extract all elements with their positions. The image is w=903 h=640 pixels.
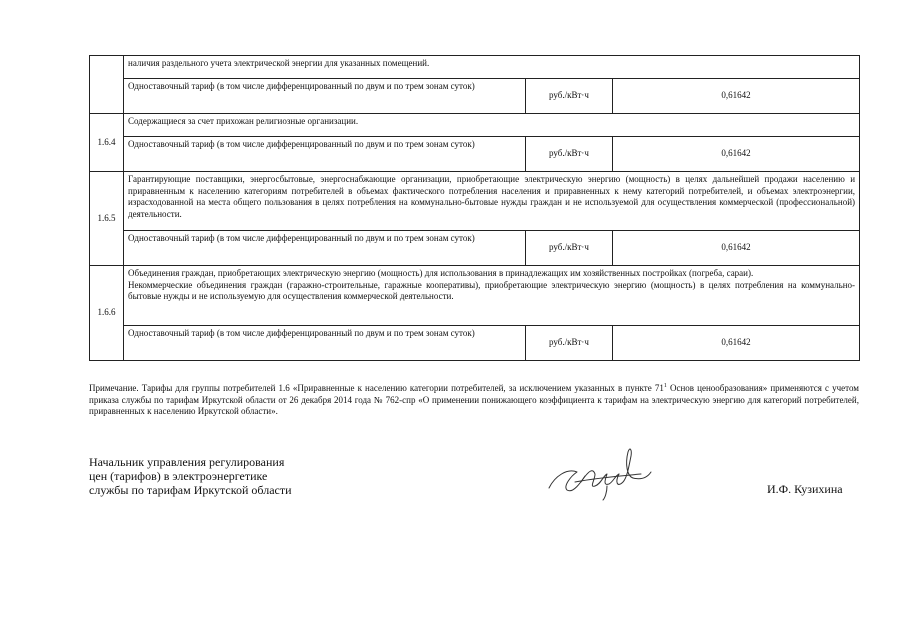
footnote-superscript: 1	[663, 383, 667, 389]
table-row	[90, 79, 860, 114]
tariff-label: Одноставочный тариф (в том числе дифференцированный по двум и по трем зонам суток)	[124, 231, 526, 266]
row-description-part: Объединения граждан, приобретающих электрическую энергию (мощность) для использования в принадлежащих им хозяйственных постройках (погреба, сараи).	[128, 268, 754, 278]
footnote-text: Примечание. Тарифы для группы потребителей 1.6 «Приравненные к населению категории потребителей, за исключением указанных в пункте 71	[89, 383, 664, 393]
tariff-label: Одноставочный тариф (в том числе дифференцированный по двум и по трем зонам суток)	[124, 326, 526, 361]
tariff-unit: руб./кВт·ч	[526, 137, 613, 172]
table-row	[90, 172, 860, 231]
signatory-title-line: Начальник управления регулирования	[89, 455, 285, 469]
row-description: Содержащиеся за счет прихожан религиозные организации.	[124, 114, 860, 137]
tariff-unit: руб./кВт·ч	[526, 231, 613, 266]
tariff-unit: руб./кВт·ч	[526, 79, 613, 114]
tariff-value: 0,61642	[613, 137, 860, 172]
row-number: 1.6.5	[90, 172, 124, 266]
table-row	[90, 266, 860, 326]
table-row	[90, 114, 860, 137]
table-row	[90, 56, 860, 79]
row-number: 1.6.4	[90, 114, 124, 172]
row-description: Гарантирующие поставщики, энергосбытовые, энергоснабжающие организации, приобретающие электрическую энергию (мощность) в целях дальнейшей продажи населению и приравненным к населению категориям потребителей в объемах фактического потребления населения и приравненных к нему категорий потребителей, и объемах электроэнергии, израсходованной на места общего пользования в целях потребления на коммунально-бытовые нужды граждан и не используемой для осуществления коммерческой (профессиональной) деятельности.	[124, 172, 860, 231]
tariff-table	[89, 55, 860, 361]
signatory-title-line: службы по тарифам Иркутской области	[89, 483, 292, 497]
footnote-text-rest: Основ ценообразования» применяются с учетом приказа службы по тарифам Иркутской области от 26 декабря 2014 года № 762-спр «О применении понижающего коэффициента к тарифам на электрическую энергию для категорий потребителей, приравненных к населению Иркутской области».	[89, 383, 859, 416]
row-number: 1.6.6	[90, 266, 124, 361]
signatory-title	[89, 455, 292, 497]
handwritten-signature	[545, 442, 655, 502]
row-number	[90, 56, 124, 114]
row-description	[124, 266, 860, 326]
table-row	[90, 137, 860, 172]
row-description-part: Некоммерческие объединения граждан (гаражно-строительные, гаражные кооперативы), приобретающие электрическую энергию (мощность) в целях потребления на коммунально-бытовые нужды и не используемую для осуществления коммерческой деятельности.	[128, 279, 856, 301]
table-row	[90, 326, 860, 361]
table-row	[90, 231, 860, 266]
tariff-label: Одноставочный тариф (в том числе дифференцированный по двум и по трем зонам суток)	[124, 137, 526, 172]
tariff-value: 0,61642	[613, 79, 860, 114]
footnote	[89, 381, 859, 418]
signatory-name: И.Ф. Кузихина	[767, 482, 843, 496]
tariff-value: 0,61642	[613, 326, 860, 361]
tariff-unit: руб./кВт·ч	[526, 326, 613, 361]
tariff-label: Одноставочный тариф (в том числе дифференцированный по двум и по трем зонам суток)	[124, 79, 526, 114]
signatory-title-line: цен (тарифов) в электроэнергетике	[89, 469, 268, 483]
row-description: наличия раздельного учета электрической энергии для указанных помещений.	[124, 56, 860, 79]
tariff-value: 0,61642	[613, 231, 860, 266]
